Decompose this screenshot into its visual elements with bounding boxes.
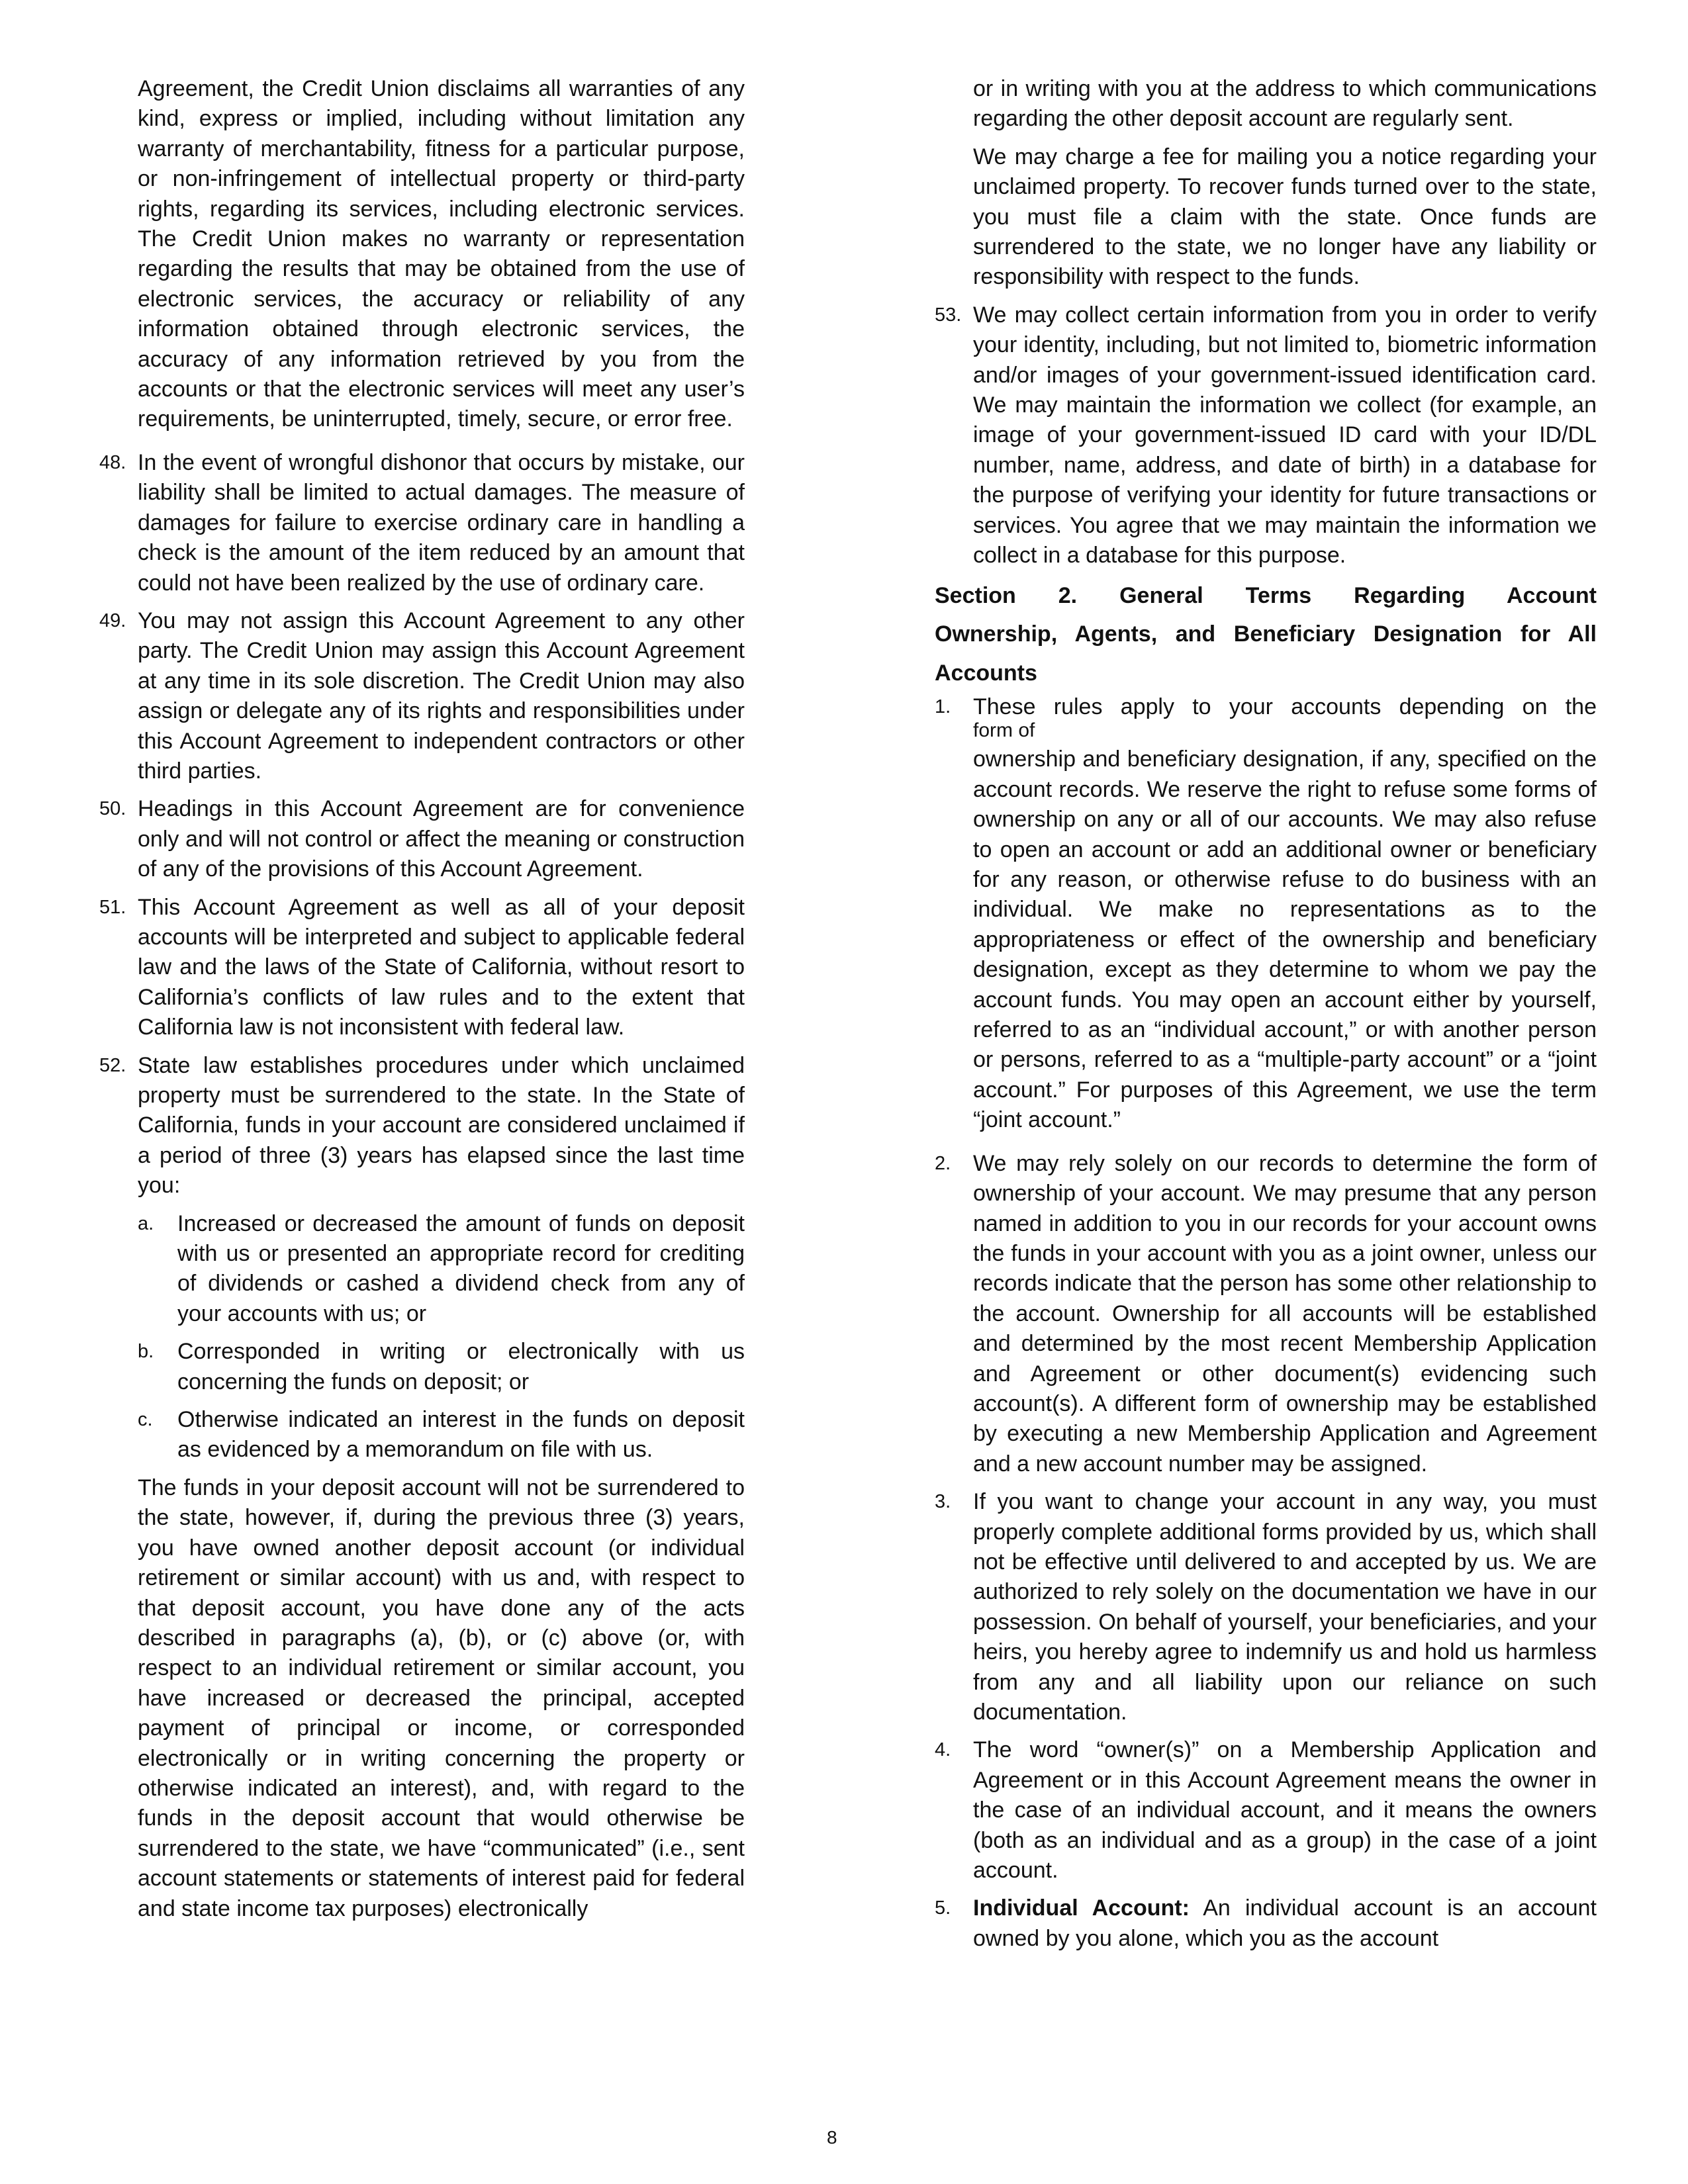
section-heading-line-1: Section 2. General Terms Regarding Account	[935, 582, 1597, 608]
item-runover-text: form of	[973, 719, 1035, 742]
paragraph-warranty-disclaimer: Agreement, the Credit Union disclaims all warranties of any kind, express or implied, including without limitation any warranty of merchantability, fitness for a particular purpose, or non-infringement of intellectual property or third-party rights, regarding its services, including electronic services. The Credit Union makes no warranty or representation regarding the results that may be obtained from the use of electronic services, the accuracy or reliability of any information obtained through electronic services, the accuracy of any information retrieved by you from the accounts or that the electronic services will meet any user’s requirements, be uninterrupted, timely, secure, or error free.	[138, 76, 745, 432]
item-number: 53.	[935, 304, 962, 326]
list-item-50	[99, 794, 745, 884]
item-body: An individual account is an account owned by you alone, which you as the account	[973, 1895, 1597, 1951]
item-text: State law establishes procedures under which unclaimed property must be surrendered to the state. In the State of California, funds in your account are considered unclaimed if a period of three (3) years has elapsed since the last time you:	[138, 1052, 745, 1199]
sub-item-letter: a.	[138, 1212, 154, 1234]
sub-item-text: Increased or decreased the amount of funds on deposit with us or presented an appropriate record for crediting of dividends or cashed a dividend check from any of your accounts with us; or	[177, 1210, 745, 1326]
item-number: 5.	[935, 1897, 951, 1919]
item-text: You may not assign this Account Agreement to any other party. The Credit Union may assign this Account Agreement at any time in its sole discretion. The Credit Union may also assign or delegate any of its rights and responsibilities under this Account Agreement to independent contractors or other third parties.	[138, 608, 745, 784]
sub-item-letter: c.	[138, 1409, 153, 1431]
item-number: 3.	[935, 1491, 951, 1513]
list-item-4	[935, 1735, 1597, 1886]
list-item-48	[99, 448, 745, 598]
section-heading-line-2: Ownership, Agents, and Beneficiary Designation for All	[935, 621, 1597, 647]
list-item-51	[99, 893, 745, 1043]
list-item-1	[935, 692, 1597, 1136]
item-text: This Account Agreement as well as all of your deposit accounts will be interpreted and subject to applicable federal law and the laws of the State of California, without resort to California’s conflicts of law rules and to the extent that California law is not inconsistent with federal law.	[138, 894, 745, 1040]
item-number: 49.	[99, 610, 126, 631]
list-item-2	[935, 1149, 1597, 1479]
sub-item-text: Corresponded in writing or electronically with us concerning the funds on deposit; or	[177, 1339, 745, 1394]
item-lead-text: These rules apply to your accounts depending on the	[973, 694, 1597, 719]
section-heading-line-3: Accounts	[935, 660, 1037, 686]
item-number: 51.	[99, 896, 126, 918]
sub-item-a	[99, 1209, 745, 1330]
paragraph-unclaimed-fee: We may charge a fee for mailing you a notice regarding your unclaimed property. To recover funds turned over to the state, you must file a claim with the state. Once funds are surrendered to the state, we no longer have any liability or responsibility with respect to the funds.	[973, 144, 1597, 290]
item-label: Individual Account:	[973, 1895, 1190, 1921]
sub-item-text: Otherwise indicated an interest in the funds on deposit as evidenced by a memorandum on file with us.	[177, 1407, 745, 1463]
list-item-5	[935, 1893, 1597, 1954]
right-column	[935, 74, 1597, 1954]
sub-item-letter: b.	[138, 1341, 154, 1363]
sub-item-b	[99, 1337, 745, 1397]
item-text: We may rely solely on our records to determine the form of ownership of your account. We may presume that any person named in addition to you in our records for your account owns the funds in your account with you as a joint owner, unless our records indicate that the person has some other relationship to the account. Ownership for all accounts will be established and determined by the most recent Membership Application and Agreement or other document(s) evidencing such account(s). A different form of ownership may be established by executing a new Membership Application and Agreement and a new account number may be assigned.	[973, 1150, 1597, 1477]
item-text: In the event of wrongful dishonor that occurs by mistake, our liability shall be limited to actual damages. The measure of damages for failure to exercise ordinary care in handling a check is the amount of the item reduced by an amount that could not have been realized by the use of ordinary care.	[138, 449, 745, 596]
item-number: 50.	[99, 798, 126, 820]
page-number: 8	[827, 2127, 837, 2148]
list-item-53	[935, 300, 1597, 571]
item-number: 2.	[935, 1152, 951, 1174]
item-number: 48.	[99, 451, 126, 473]
sub-item-c	[99, 1405, 745, 1465]
list-item-3	[935, 1487, 1597, 1727]
item-text: Headings in this Account Agreement are for convenience only and will not control or affect the meaning or construction of any of the provisions of this Account Agreement.	[138, 796, 745, 882]
list-item-49	[99, 606, 745, 786]
item-text: We may collect certain information from you in order to verify your identity, including, but not limited to, biometric information and/or images of your government-issued identification card. We may maintain the information we collect (for example, an image of your government-issued ID card with your ID/DL number, name, address, and date of birth) in a database for the purpose of verifying your identity for future transactions or services. You agree that we may maintain the information we collect in a database for this purpose.	[973, 302, 1597, 569]
paragraph-unclaimed-exception: The funds in your deposit account will not be surrendered to the state, however, if, during the previous three (3) years, you have owned another deposit account (or individual retirement or similar account) with us and, with respect to that deposit account, you have done any of the acts described in paragraphs (a), (b), or (c) above (or, with respect to an individual retirement or similar account, you have increased or decreased the principal, accepted payment of principal or income, or corresponded electronically or in writing concerning the property or otherwise indicated an interest), and, with regard to the funds in the deposit account that would otherwise be surrendered to the state, we have “communicated” (i.e., sent account statements or statements of interest paid for federal and state income tax purposes) electronically	[138, 1475, 745, 1921]
paragraph-continuation: or in writing with you at the address to which communications regarding the other deposit account are regularly sent.	[973, 76, 1597, 132]
item-number: 1.	[935, 696, 951, 717]
list-item-52	[99, 1051, 745, 1201]
item-number: 52.	[99, 1054, 126, 1076]
item-number: 4.	[935, 1739, 951, 1761]
item-text: If you want to change your account in any way, you must properly complete additional forms provided by us, which shall not be effective until delivered to and accepted by us. We are authorized to rely solely on the documentation we have in our possession. On behalf of yourself, your beneficiaries, and your heirs, you hereby agree to indemnify us and hold us harmless from any and all liability upon our reliance on such documentation.	[973, 1489, 1597, 1725]
item-text: ownership and beneficiary designation, if any, specified on the account records. We reserve the right to refuse some forms of ownership on any or all of our accounts. We may also refuse to open an account or add an additional owner or beneficiary for any reason, or otherwise refuse to do business with an individual. We make no representations as to the appropriateness or effect of the ownership and beneficiary designation, except as they determine to whom we pay the account funds. You may open an account either by yourself, referred to as an “individual account,” or with another person or persons, referred to as a “multiple-party account” or a “joint account.” For purposes of this Agreement, we use the term “joint account.”	[973, 747, 1597, 1133]
item-text	[973, 1893, 1597, 1954]
left-column	[99, 74, 745, 1924]
item-text: The word “owner(s)” on a Membership Application and Agreement or in this Account Agreement means the owner in the case of an individual account, and it means the owners (both as an individual and as a group) in the case of a joint account.	[973, 1737, 1597, 1884]
